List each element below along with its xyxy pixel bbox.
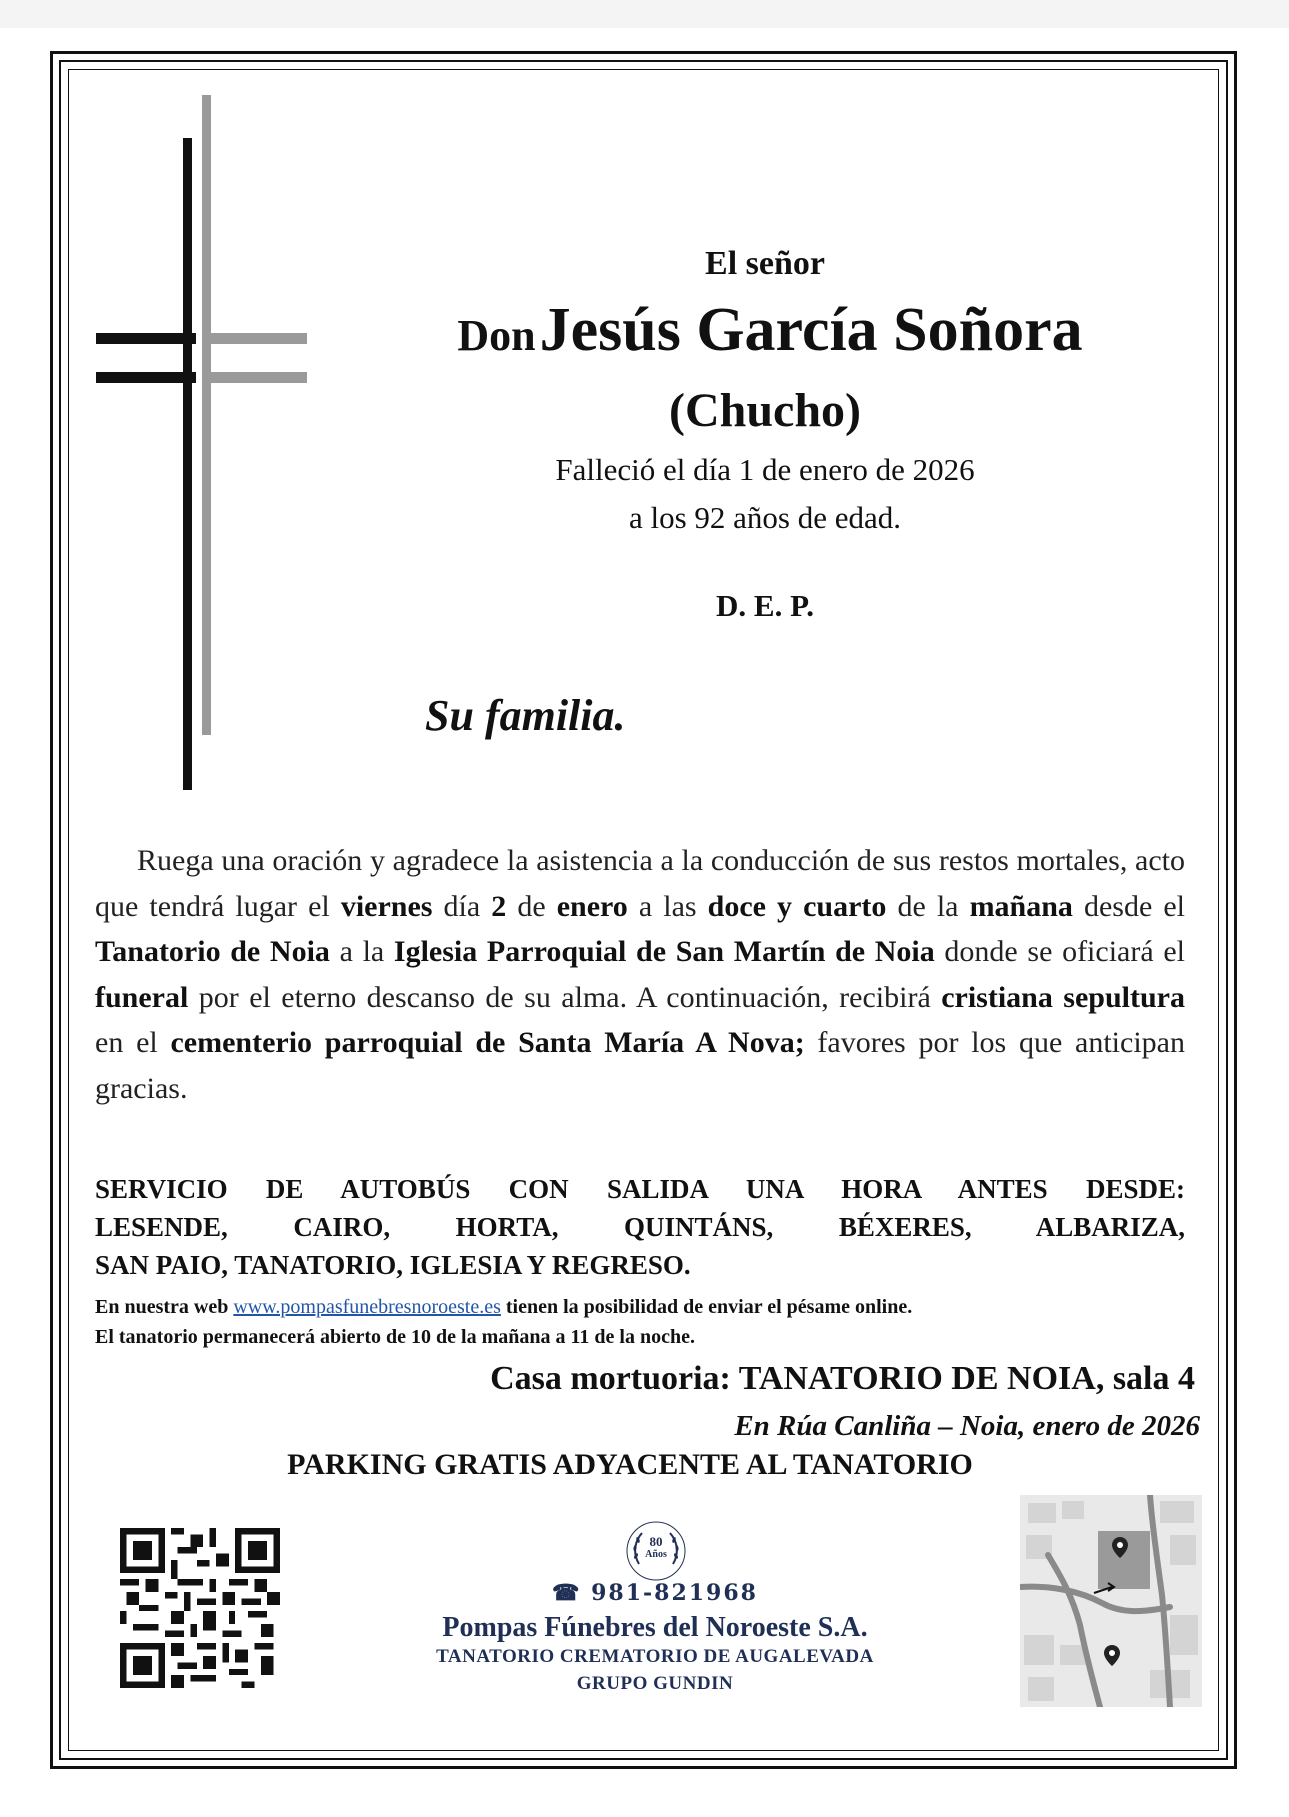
body-bold-month: enero (556, 889, 628, 923)
honorific: Don (457, 311, 536, 360)
bus-line-1: SERVICIO DE AUTOBÚS CON SALIDA UNA HORA ANTES DESDE: (95, 1174, 1185, 1204)
body-bold-day: viernes (340, 889, 433, 923)
body-text-segment: por el eterno descanso de su alma. A continuación, recibirá (188, 980, 942, 1014)
body-text-segment: donde se oficiará el (934, 935, 1185, 968)
company-name: Pompas Fúnebres del Noroeste S.A. (442, 1612, 868, 1643)
body-bold-church: Iglesia Parroquial de San Martín de Noia (393, 935, 935, 968)
web-suffix: tienen la posibilidad de enviar el pésame online. (500, 1296, 913, 1318)
deceased-name-line (360, 295, 1180, 366)
body-text-segment: de la (886, 889, 970, 923)
body-bold-time: doce y cuarto (707, 889, 887, 923)
nickname: (Chucho) (668, 384, 862, 437)
web-condolence-line (95, 1292, 1185, 1322)
rip-text: D. E. P. (716, 588, 814, 623)
bus-line-2: LESENDE, CAIRO, HORTA, QUINTÁNS, BÉXERES, ALBARIZA, (95, 1212, 1185, 1242)
badge-text: Años (645, 1549, 667, 1560)
age: a los 92 años de edad. (628, 500, 902, 535)
badge-number: 80 (649, 1534, 663, 1549)
qr-code[interactable] (120, 1528, 280, 1688)
telephone-icon: ☎ (552, 1580, 582, 1606)
intro-text: El señor (705, 245, 825, 282)
body-text-segment: en el (95, 1026, 171, 1059)
bus-service-notice (95, 1170, 1185, 1284)
phone-number: 981-821968 (591, 1580, 758, 1606)
body-text-segment: a las (627, 889, 708, 923)
funeral-home-location: Casa mortuoria: TANATORIO DE NOIA, sala 4 (490, 1360, 1195, 1397)
body-text-segment: favores por los que anticipan gracias. (95, 1026, 1185, 1105)
location-map[interactable] (1020, 1495, 1202, 1707)
funeral-details-paragraph (95, 838, 1185, 1111)
body-text-segment: día (432, 889, 492, 923)
body-text-segment: desde el (1072, 889, 1186, 923)
body-text-segment: Ruega una oración y agradece la asistencia a la conducción de sus restos mortales, acto que tendrá lugar el (95, 844, 1185, 923)
phone-number-line[interactable] (450, 1580, 860, 1606)
group-name: GRUPO GUNDIN (576, 1673, 734, 1694)
parking-notice: PARKING GRATIS ADYACENTE AL TANATORIO (287, 1448, 973, 1481)
bus-line-3: SAN PAIO, TANATORIO, IGLESIA Y REGRESO. (95, 1250, 691, 1280)
body-bold-burial: cristiana sepultura (941, 980, 1185, 1014)
deceased-name: Jesús García Soñora (539, 296, 1083, 364)
body-bold-morning: mañana (969, 889, 1073, 923)
opening-hours: El tanatorio permanecerá abierto de 10 de la mañana a 11 de la noche. (95, 1326, 695, 1348)
crematorio-name: TANATORIO CREMATORIO DE AUGALEVADA (436, 1646, 874, 1667)
cross-icon (92, 90, 312, 800)
website-link[interactable]: www.pompasfunebresnoroeste.es (233, 1296, 501, 1318)
body-bold-funeral: funeral (95, 980, 189, 1014)
body-bold-tanatorio: Tanatorio de Noia (95, 935, 330, 968)
top-band (0, 0, 1289, 28)
body-text-segment: a la (329, 935, 394, 968)
web-notice (95, 1292, 1185, 1352)
family-signature: Su familia. (425, 691, 626, 740)
body-bold-cemetery: cementerio parroquial de Santa María A Nova; (170, 1026, 805, 1059)
death-date: Falleció el día 1 de enero de 2026 (555, 452, 975, 487)
anniversary-badge (625, 1520, 687, 1582)
web-prefix: En nuestra web (95, 1296, 234, 1318)
body-bold-date: 2 (491, 889, 507, 923)
body-text-segment: de (506, 889, 557, 923)
place-and-date: En Rúa Canliña – Noia, enero de 2026 (734, 1410, 1200, 1442)
